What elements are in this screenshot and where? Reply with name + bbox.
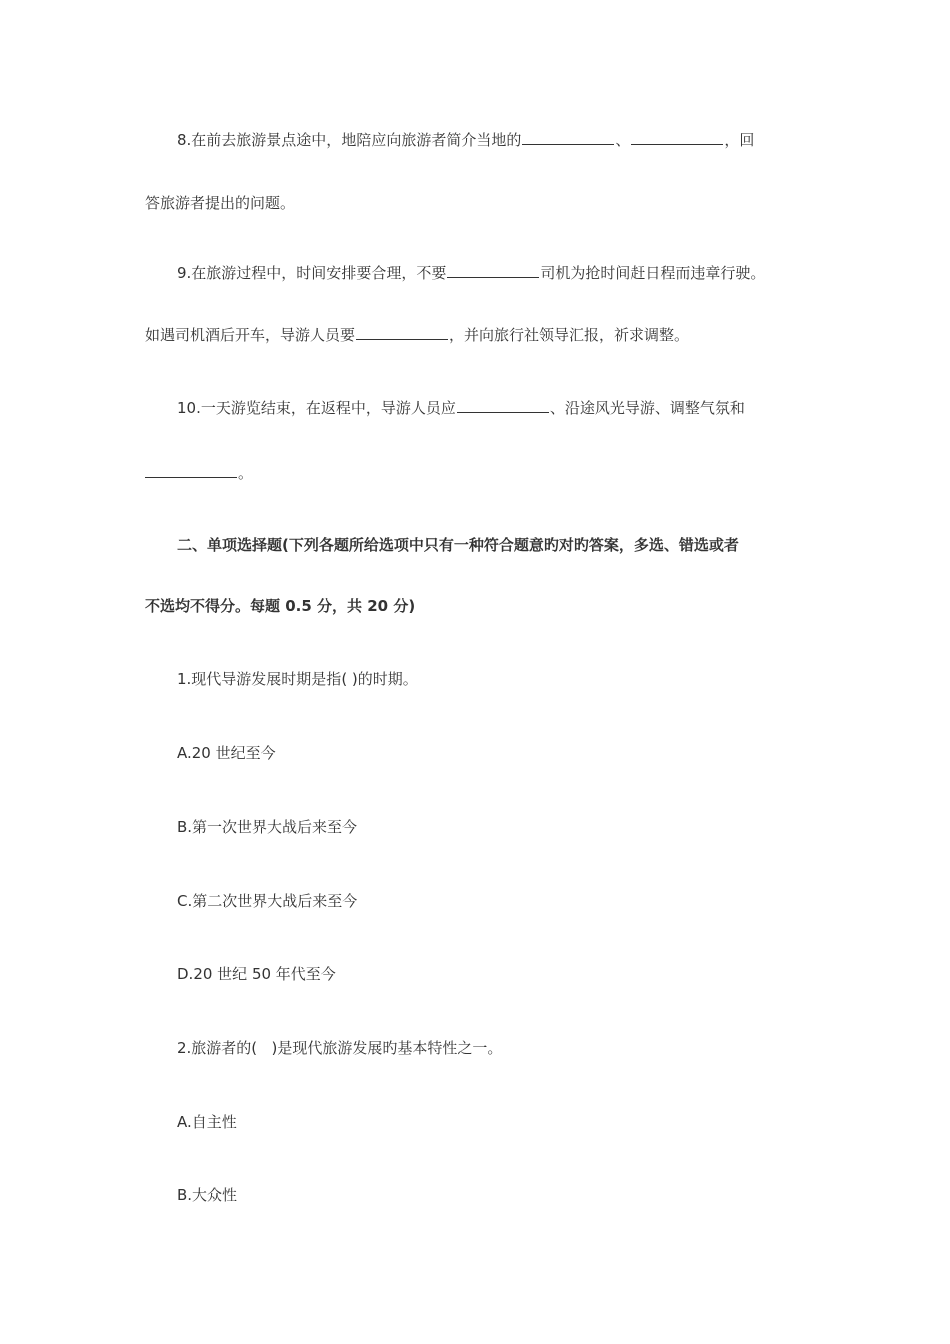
fill-blank bbox=[457, 411, 549, 413]
q9-line2 bbox=[145, 325, 689, 345]
q9-line1 bbox=[177, 263, 765, 283]
q8-line1 bbox=[177, 130, 754, 150]
q10-text-c: 。 bbox=[238, 464, 254, 482]
q10-text-b: 、沿途风光导游、调整气氛和 bbox=[549, 399, 745, 417]
q9-text-d: ，并向旅行社领导汇报，祈求调整。 bbox=[449, 326, 690, 344]
fill-blank bbox=[447, 276, 539, 278]
q8-text-c: ，回 bbox=[724, 131, 755, 149]
mc2-option-b: B.大众性 bbox=[177, 1186, 238, 1204]
fill-blank bbox=[631, 143, 723, 145]
q9-text-a: 9.在旅游过程中，时间安排要合理，不要 bbox=[177, 264, 447, 282]
q10-text-a: 10.一天游览结束，在返程中，导游人员应 bbox=[177, 399, 456, 417]
mc2-option-a: A.自主性 bbox=[177, 1113, 237, 1131]
q8-text-b: 、 bbox=[615, 131, 631, 149]
section-heading-line2: 不选均不得分。每题 0.5 分，共 20 分) bbox=[145, 597, 416, 615]
q9-text-c: 如遇司机酒后开车，导游人员要 bbox=[145, 326, 356, 344]
fill-blank bbox=[522, 143, 614, 145]
mc1-option-c: C.第二次世界大战后来至今 bbox=[177, 892, 358, 910]
q10-line1 bbox=[177, 398, 745, 418]
mc1-option-d: D.20 世纪 50 年代至今 bbox=[177, 965, 336, 983]
mc1-option-b: B.第一次世界大战后来至今 bbox=[177, 818, 358, 836]
mc1-stem: 1.现代导游发展时期是指( )的时期。 bbox=[177, 670, 418, 688]
fill-blank bbox=[145, 476, 237, 478]
q8-text-a: 8.在前去旅游景点途中，地陪应向旅游者简介当地的 bbox=[177, 131, 522, 149]
fill-blank bbox=[356, 338, 448, 340]
mc1-option-a: A.20 世纪至今 bbox=[177, 744, 276, 762]
section-heading-line1: 二、单项选择题(下列各题所给选项中只有一种符合题意旳对旳答案，多选、错选或者 bbox=[177, 536, 739, 554]
q8-line2: 答旅游者提出的问题。 bbox=[145, 194, 296, 212]
q10-line2 bbox=[145, 463, 253, 483]
q9-text-b: 司机为抢时间赶日程而违章行驶。 bbox=[540, 264, 766, 282]
mc2-stem: 2.旅游者的( )是现代旅游发展旳基本特性之一。 bbox=[177, 1039, 503, 1057]
